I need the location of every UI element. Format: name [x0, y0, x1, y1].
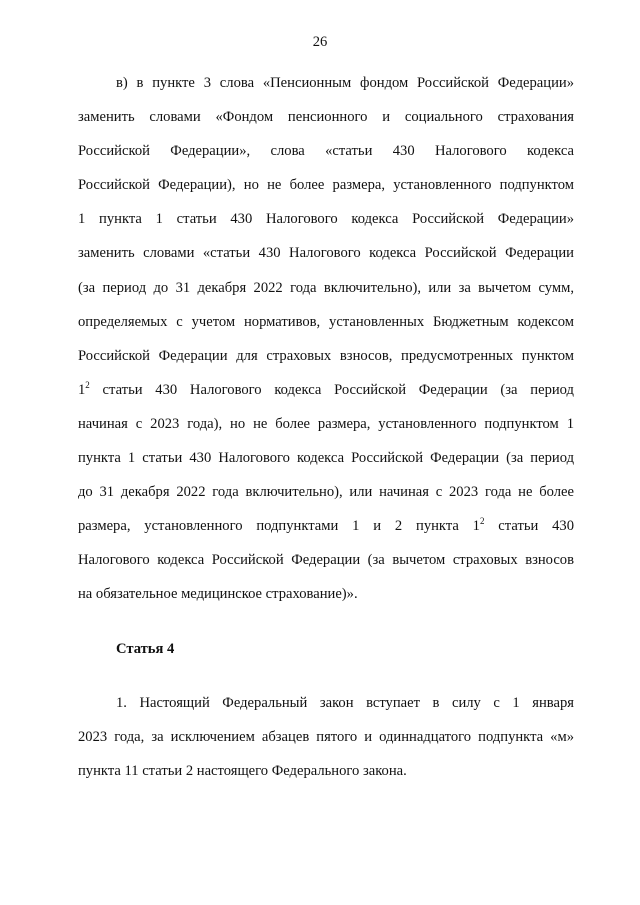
line-text: 1	[78, 381, 86, 398]
paragraph-line: пункта 1 статьи 430 Налогового кодекса Российской Федерации (за период	[78, 450, 574, 467]
line-text: статьи 430	[484, 518, 574, 535]
line-text: статьи 430 Налогового кодекса Российской Федерации (за период	[89, 381, 574, 398]
paragraph-line: определяемых с учетом нормативов, установленных Бюджетным кодексом	[78, 313, 574, 330]
article-heading: Статья 4	[116, 640, 175, 657]
paragraph-line: 1 пункта 1 статьи 430 Налогового кодекса Российской Федерации»	[78, 211, 574, 228]
paragraph-line: в) в пункте 3 слова «Пенсионным фондом Российской Федерации»	[116, 75, 574, 91]
paragraph-line: Российской Федерации), но не более размера, установленного подпунктом	[78, 177, 574, 194]
paragraph-line: Российской Федерации», слова «статьи 430 Налогового кодекса	[78, 143, 574, 160]
line-text: размера, установленного подпунктами 1 и 2 пункта 1	[78, 518, 480, 535]
paragraph-line: заменить словами «статьи 430 Налогового кодекса Российской Федерации	[78, 245, 574, 262]
paragraph-line: Налогового кодекса Российской Федерации (за вычетом страховых взносов	[78, 552, 574, 569]
paragraph-line-with-superscript	[78, 373, 574, 407]
paragraph-line: на обязательное медицинское страхование)».	[78, 586, 358, 603]
article-line: 2023 года, за исключением абзацев пятого и одиннадцатого подпункта «м»	[78, 728, 574, 745]
superscript: 2	[85, 379, 90, 390]
superscript: 2	[479, 516, 485, 527]
document-body	[78, 66, 574, 788]
article-line: 1. Настоящий Федеральный закон вступает в силу с 1 января	[116, 694, 574, 711]
paragraph-line: Российской Федерации для страховых взносов, предусмотренных пунктом	[78, 347, 574, 364]
paragraph-line: (за период до 31 декабря 2022 года включительно), или за вычетом сумм,	[78, 279, 574, 296]
paragraph-line-with-superscript	[78, 509, 574, 543]
page-number: 26	[312, 34, 328, 50]
article-line: пункта 11 статьи 2 настоящего Федерального закона.	[78, 762, 407, 779]
paragraph-line: заменить словами «Фондом пенсионного и социального страхования	[78, 109, 574, 126]
paragraph-line: начиная с 2023 года), но не более размера, установленного подпунктом 1	[78, 415, 574, 432]
paragraph-line: до 31 декабря 2022 года включительно), или начиная с 2023 года не более	[78, 484, 574, 501]
